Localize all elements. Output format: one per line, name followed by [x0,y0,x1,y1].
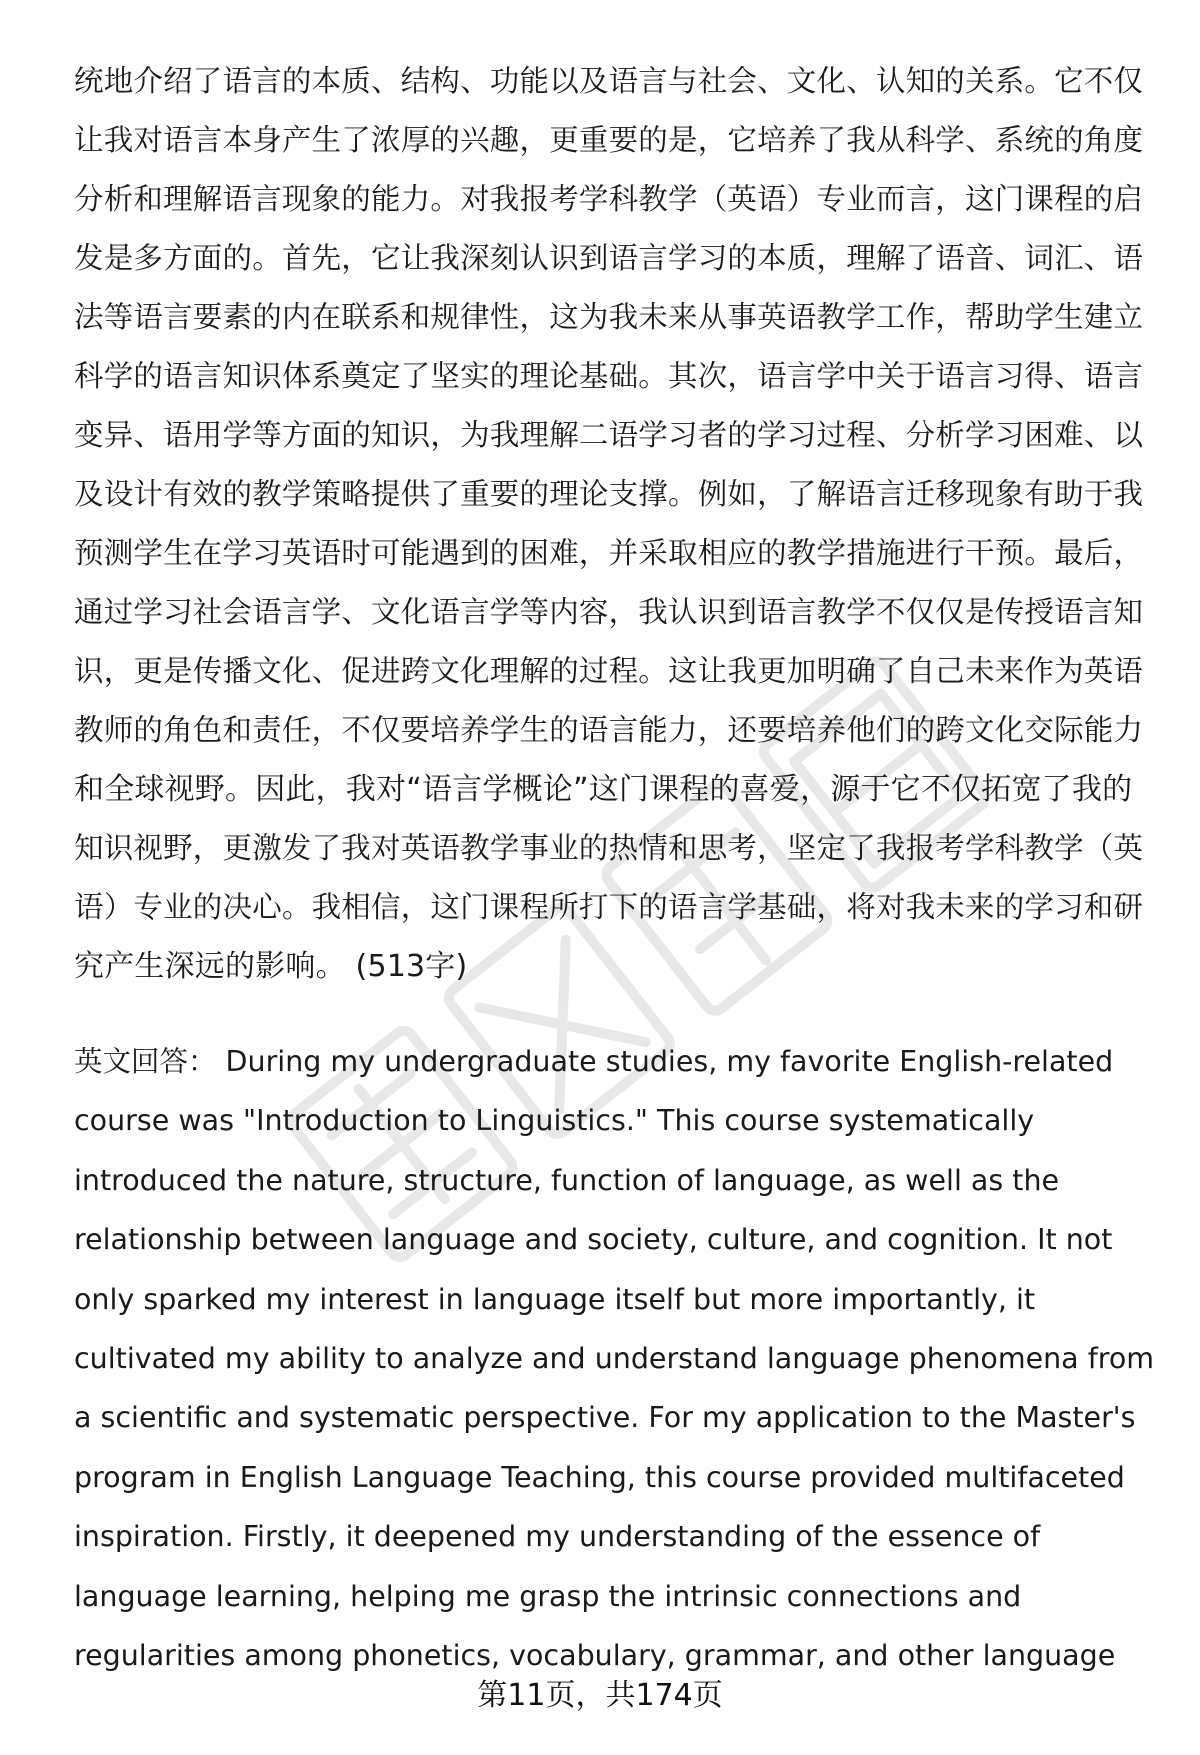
paragraph-line: 发是多方面的。首先，它让我深刻认识到语言学习的本质，理解了语音、词汇、语 [74,241,1144,275]
paragraph-line: 让我对语言本身产生了浓厚的兴趣，更重要的是，它培养了我从科学、系统的角度 [74,123,1144,157]
paragraph-line: 识，更是传播文化、促进跨文化理解的过程。这让我更加明确了自己未来作为英语 [74,654,1144,688]
answer-line: a scientific and systematic perspective. For my application to the Master's [74,1401,1136,1435]
paragraph-line: 统地介绍了语言的本质、结构、功能以及语言与社会、文化、认知的关系。它不仅 [74,64,1144,98]
page-number-footer: 第11页，共174页 [477,1678,723,1713]
answer-line: course was "Introduction to Linguistics." This course systematically [74,1104,1035,1138]
paragraph-line: 通过学习社会语言学、文化语言学等内容，我认识到语言教学不仅仅是传授语言知 [74,595,1144,629]
answer-line: inspiration. Firstly, it deepened my understanding of the essence of [74,1520,1041,1554]
paragraph-line: 和全球视野。因此，我对“语言学概论”这门课程的喜爱，源于它不仅拓宽了我的 [74,772,1133,807]
answer-line: program in English Language Teaching, this course provided multifaceted [74,1460,1125,1494]
paragraph-line-last: 究产生深远的影响。 (513字) [74,949,468,984]
answer-line: introduced the nature, structure, function of language, as well as the [74,1163,1060,1197]
paragraph-line: 变异、语用学等方面的知识，为我理解二语学习者的学习过程、分析学习困难、以 [74,418,1144,452]
answer-line: relationship between language and society, culture, and cognition. It not [74,1223,1113,1257]
paragraph-line: 分析和理解语言现象的能力。对我报考学科教学（英语）专业而言，这门课程的启 [74,182,1144,216]
answer-line: cultivated my ability to analyze and understand language phenomena from [74,1341,1155,1375]
paragraph-line: 科学的语言知识体系奠定了坚实的理论基础。其次，语言学中关于语言习得、语言 [74,359,1144,393]
paragraph-line: 教师的角色和责任，不仅要培养学生的语言能力，还要培养他们的跨文化交际能力 [74,713,1144,747]
answer-line-heading: 英文回答： During my undergraduate studies, my favorite English-related [74,1045,1114,1078]
answer-line: only sparked my interest in language itself but more importantly, it [74,1282,1036,1316]
answer-line: language learning, helping me grasp the intrinsic connections and [74,1579,1022,1613]
paragraph-line: 预测学生在学习英语时可能遇到的困难，并采取相应的教学措施进行干预。最后， [74,536,1144,570]
paragraph-line: 及设计有效的教学策略提供了重要的理论支撑。例如，了解语言迁移现象有助于我 [74,477,1144,511]
paragraph-line: 知识视野，更激发了我对英语教学事业的热情和思考，坚定了我报考学科教学（英 [74,831,1144,865]
paragraph-line: 法等语言要素的内在联系和规律性，这为我未来从事英语教学工作，帮助学生建立 [74,300,1144,334]
chinese-paragraph [74,52,1154,996]
paragraph-line: 语）专业的决心。我相信，这门课程所打下的语言学基础，将对我未来的学习和研 [74,890,1144,924]
answer-line: regularities among phonetics, vocabulary, grammar, and other language [74,1638,1116,1672]
english-answer [74,1032,1154,1685]
